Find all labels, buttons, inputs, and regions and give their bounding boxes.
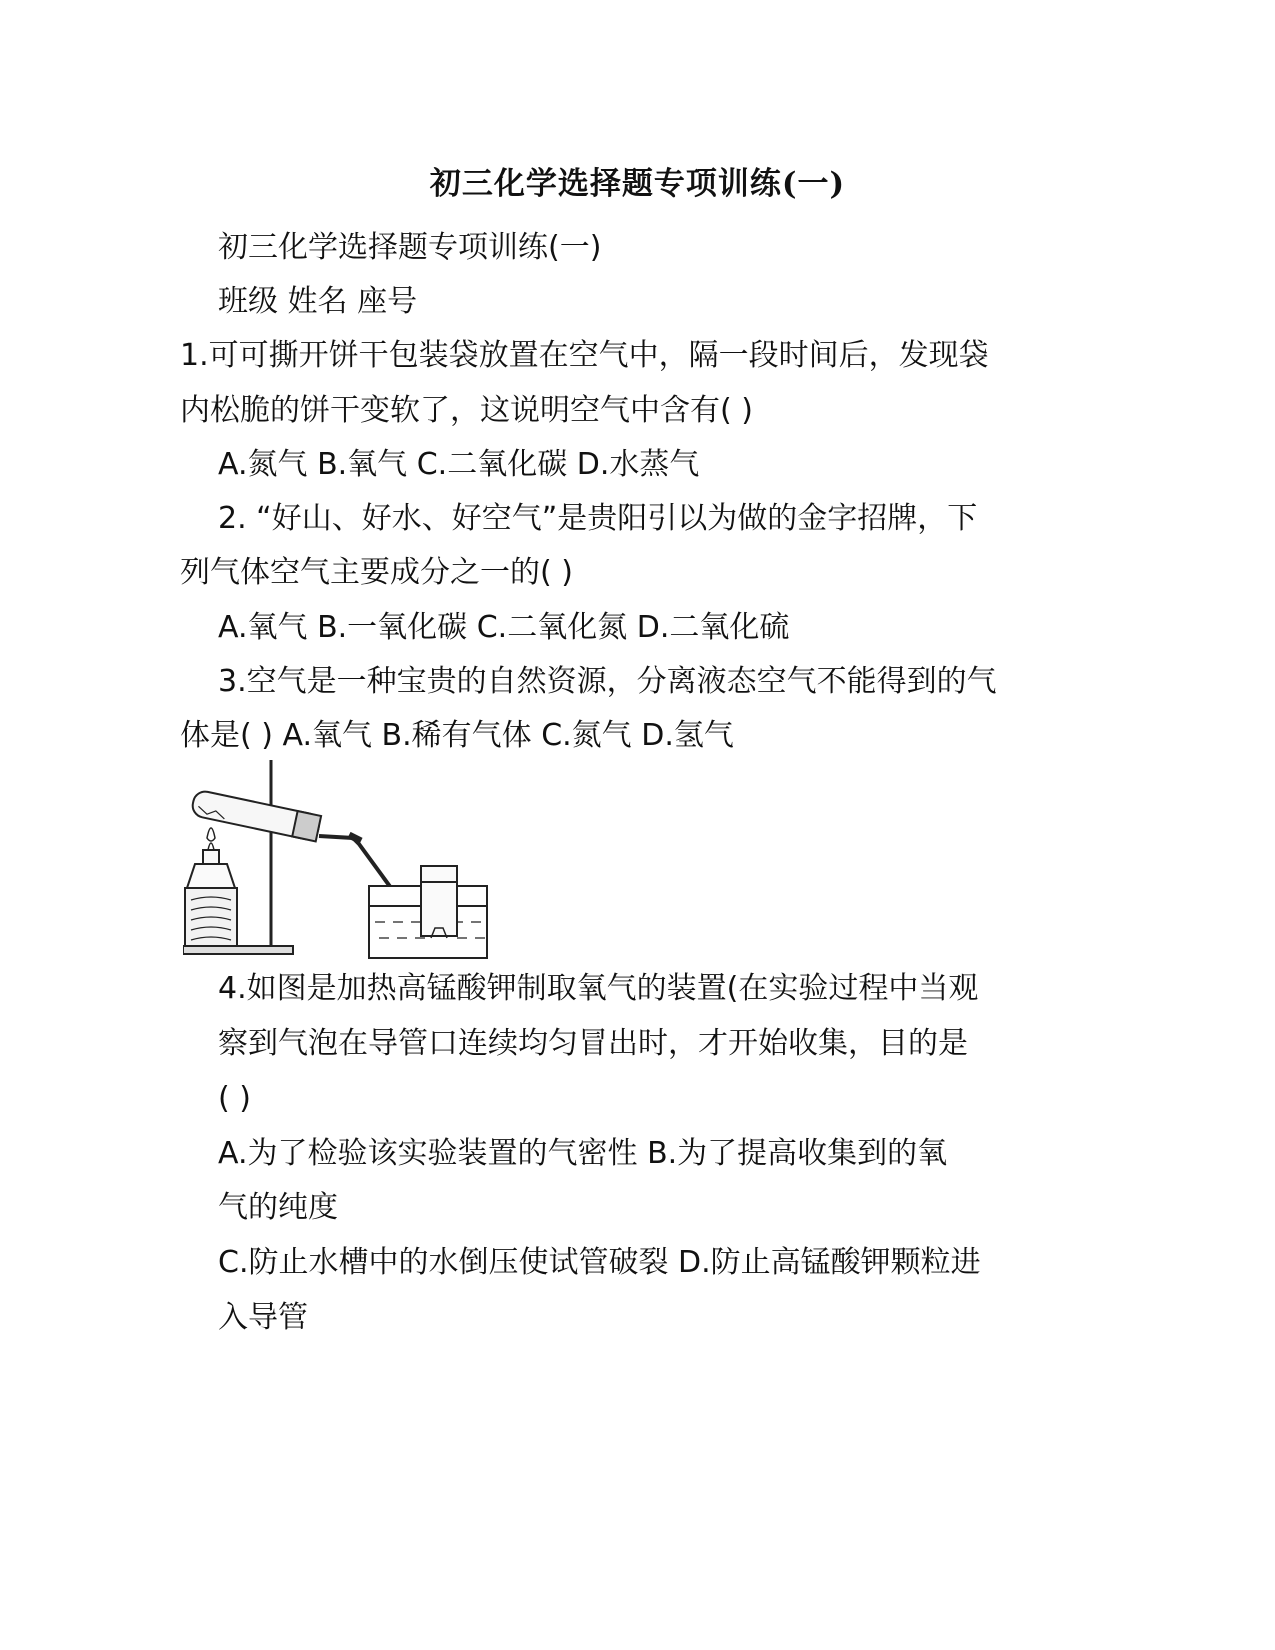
question-4-options-1: A.为了检验该实验装置的气密性 B.为了提高收集到的氧	[218, 1136, 948, 1171]
question-2-line-1: 2. “好山、好水、好空气”是贵阳引以为做的金字招牌，下	[218, 501, 978, 536]
question-3-line-2: 体是( ) A.氧气 B.稀有气体 C.氮气 D.氢气	[180, 718, 734, 753]
question-1-line-2: 内松脆的饼干变软了，这说明空气中含有( )	[180, 393, 753, 428]
question-1-options: A.氮气 B.氧气 C.二氧化碳 D.水蒸气	[218, 447, 700, 482]
oxygen-apparatus-figure	[183, 760, 503, 965]
class-name-seat-line: 班级 姓名 座号	[218, 284, 418, 319]
question-4-line-2: 察到气泡在导管口连续均匀冒出时，才开始收集，目的是	[218, 1026, 968, 1061]
document-title: 初三化学选择题专项训练(一)	[429, 166, 846, 202]
subtitle-line: 初三化学选择题专项训练(一)	[218, 230, 602, 265]
question-1-line-1: 1.可可撕开饼干包装袋放置在空气中，隔一段时间后，发现袋	[180, 338, 989, 373]
question-4-line-1: 4.如图是加热高锰酸钾制取氧气的装置(在实验过程中当观	[218, 971, 979, 1006]
question-4-options-3: C.防止水槽中的水倒压使试管破裂 D.防止高锰酸钾颗粒进	[218, 1245, 981, 1280]
question-3-line-1: 3.空气是一种宝贵的自然资源，分离液态空气不能得到的气	[218, 664, 997, 699]
question-2-line-2: 列气体空气主要成分之一的( )	[180, 555, 573, 590]
question-4-options-4: 入导管	[218, 1300, 308, 1335]
question-4-options-2: 气的纯度	[218, 1190, 338, 1225]
question-4-line-3: ( )	[218, 1081, 251, 1116]
question-2-options: A.氧气 B.一氧化碳 C.二氧化氮 D.二氧化硫	[218, 610, 790, 645]
